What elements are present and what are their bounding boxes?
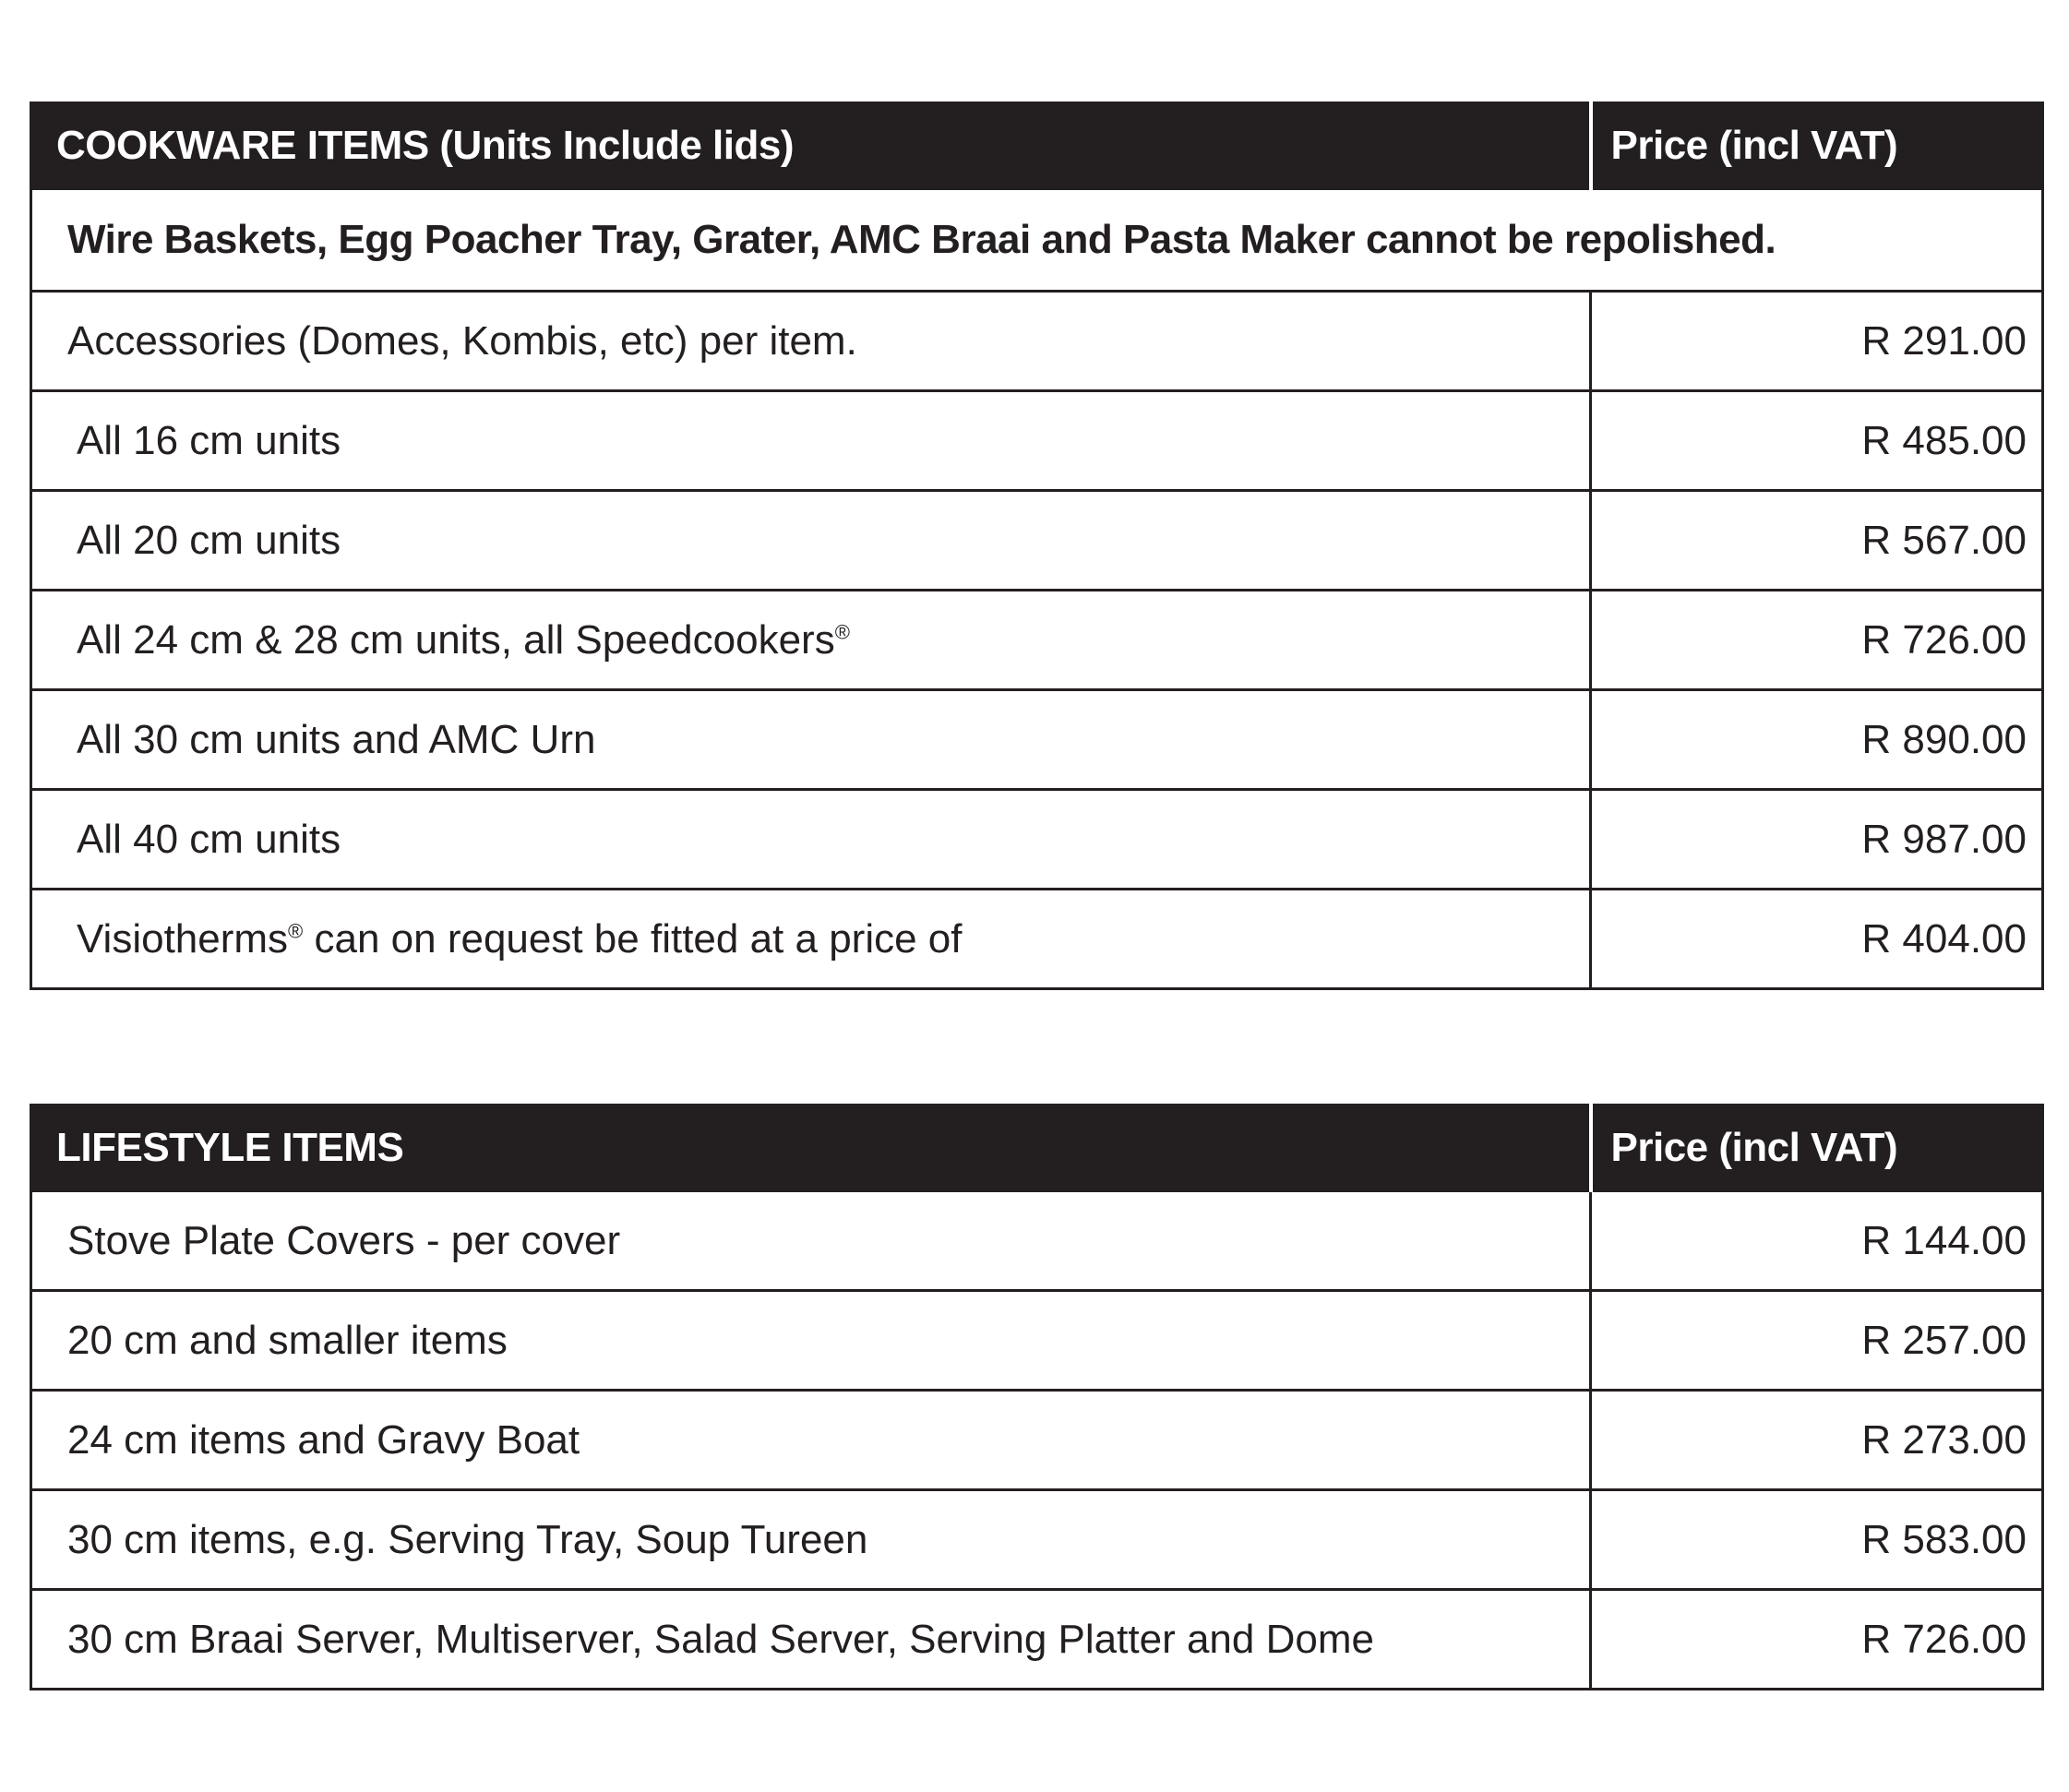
- lifestyle-header-row: [31, 1105, 2043, 1191]
- item-description: All 30 cm units and AMC Urn: [31, 690, 1591, 790]
- cookware-repolish-note: Wire Baskets, Egg Poacher Tray, Grater, AMC Braai and Pasta Maker cannot be repolished.: [31, 189, 2043, 292]
- cookware-header-price: Price (incl VAT): [1591, 103, 2043, 189]
- item-description: All 40 cm units: [31, 790, 1591, 890]
- item-description: [31, 890, 1591, 989]
- item-description: 30 cm items, e.g. Serving Tray, Soup Tureen: [31, 1490, 1591, 1590]
- cookware-note-row: [31, 189, 2043, 292]
- registered-mark: ®: [288, 918, 304, 942]
- item-description: 20 cm and smaller items: [31, 1291, 1591, 1391]
- item-price: R 583.00: [1591, 1490, 2043, 1590]
- item-description: All 20 cm units: [31, 491, 1591, 591]
- item-description: Accessories (Domes, Kombis, etc) per item.: [31, 292, 1591, 391]
- item-price: R 144.00: [1591, 1191, 2043, 1291]
- table-row: [31, 890, 2043, 989]
- lifestyle-header-price: Price (incl VAT): [1591, 1105, 2043, 1191]
- item-price: R 726.00: [1591, 591, 2043, 690]
- table-row: [31, 491, 2043, 591]
- table-row: [31, 1291, 2043, 1391]
- cookware-header-row: [31, 103, 2043, 189]
- item-description: 30 cm Braai Server, Multiserver, Salad Server, Serving Platter and Dome: [31, 1590, 1591, 1690]
- item-description: Stove Plate Covers - per cover: [31, 1191, 1591, 1291]
- table-row: [31, 292, 2043, 391]
- table-row: [31, 1391, 2043, 1490]
- item-description: 24 cm items and Gravy Boat: [31, 1391, 1591, 1490]
- table-row: [31, 690, 2043, 790]
- table-row: [31, 591, 2043, 690]
- item-price: R 273.00: [1591, 1391, 2043, 1490]
- item-price: R 987.00: [1591, 790, 2043, 890]
- table-row: [31, 391, 2043, 491]
- item-description: [31, 591, 1591, 690]
- lifestyle-price-table: [30, 1104, 2044, 1690]
- item-price: R 567.00: [1591, 491, 2043, 591]
- item-description-text: can on request be fitted at a price of: [303, 915, 963, 962]
- cookware-price-table: [30, 102, 2044, 990]
- item-price: R 257.00: [1591, 1291, 2043, 1391]
- table-row: [31, 790, 2043, 890]
- lifestyle-header-title: LIFESTYLE ITEMS: [31, 1105, 1591, 1191]
- table-row: [31, 1490, 2043, 1590]
- item-price: R 404.00: [1591, 890, 2043, 989]
- table-row: [31, 1191, 2043, 1291]
- item-price: R 890.00: [1591, 690, 2043, 790]
- item-description: All 16 cm units: [31, 391, 1591, 491]
- registered-mark: ®: [834, 619, 850, 643]
- table-row: [31, 1590, 2043, 1690]
- item-description-text: Visiotherms: [77, 915, 289, 962]
- item-price: R 485.00: [1591, 391, 2043, 491]
- item-price: R 291.00: [1591, 292, 2043, 391]
- item-price: R 726.00: [1591, 1590, 2043, 1690]
- item-description-text: All 24 cm & 28 cm units, all Speedcookers: [77, 616, 835, 663]
- cookware-header-title: COOKWARE ITEMS (Units Include lids): [31, 103, 1591, 189]
